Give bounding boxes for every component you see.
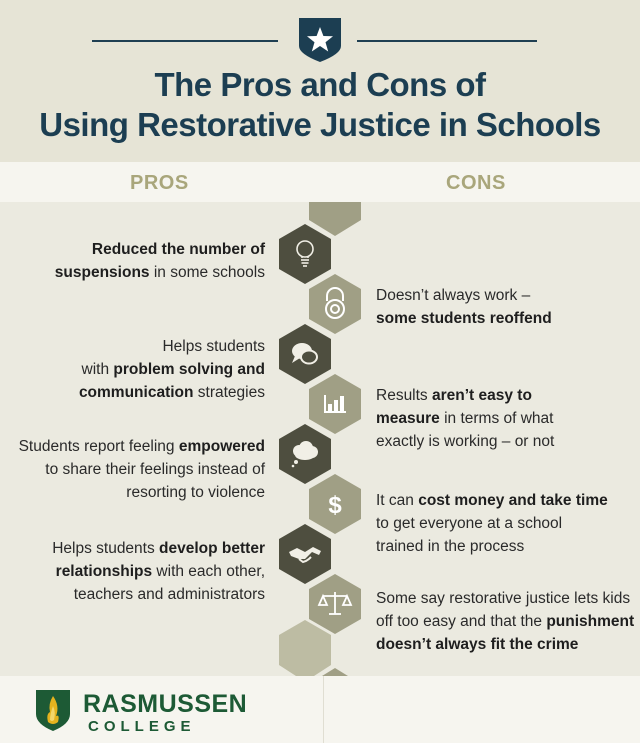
bold-text: suspensions xyxy=(54,264,150,281)
bold-text: communication xyxy=(78,384,194,401)
dollar-icon: $ xyxy=(328,492,342,519)
pros-item xyxy=(19,435,265,504)
item-line xyxy=(376,489,608,512)
item-line xyxy=(376,535,608,558)
brand-subtitle: COLLEGE xyxy=(88,718,196,735)
pros-item xyxy=(52,537,265,606)
text: Doesn’t always work – xyxy=(376,287,531,304)
bold-text: relationships xyxy=(55,563,153,580)
text: off too easy and that the xyxy=(376,613,547,630)
bold-text: punishment xyxy=(546,613,635,630)
text: to get everyone at a school xyxy=(376,515,563,532)
item-line xyxy=(55,238,265,261)
star-shield-icon xyxy=(297,16,343,64)
text: Results xyxy=(376,387,432,404)
pros-heading: PROS xyxy=(130,172,189,194)
item-line xyxy=(376,587,634,610)
item-line xyxy=(52,537,265,560)
item-line xyxy=(376,610,634,633)
cons-item xyxy=(376,384,554,453)
text: Students report feeling xyxy=(18,438,179,455)
brand-name: RASMUSSEN xyxy=(83,690,248,718)
cons-heading: CONS xyxy=(446,172,506,194)
item-line xyxy=(55,261,265,284)
item-line xyxy=(52,583,265,606)
hex-decor-bottom-2 xyxy=(309,668,361,676)
title-rule-left xyxy=(92,40,278,42)
page-title-line-1: The Pros and Cons of xyxy=(154,66,486,103)
bold-text: develop better xyxy=(159,540,265,557)
item-line xyxy=(19,435,265,458)
item-line xyxy=(19,481,265,504)
item-line xyxy=(79,335,265,358)
item-line xyxy=(79,381,265,404)
text: with xyxy=(81,361,114,378)
bold-text: aren’t easy to xyxy=(432,387,532,404)
page-title-line-2: Using Restorative Justice in Schools xyxy=(39,106,601,143)
text: in some schools xyxy=(149,264,265,281)
text: with each other, xyxy=(152,563,265,580)
cons-item xyxy=(376,587,634,656)
text: strategies xyxy=(193,384,265,401)
bold-text: measure xyxy=(376,410,440,427)
bold-text: empowered xyxy=(178,438,265,455)
bold-text: doesn’t always fit the crime xyxy=(376,636,579,653)
item-line xyxy=(376,307,552,330)
item-line xyxy=(19,458,265,481)
item-line xyxy=(376,384,554,407)
text: trained in the process xyxy=(376,538,525,555)
item-line xyxy=(376,512,608,535)
text: Helps students xyxy=(52,540,160,557)
item-line xyxy=(52,560,265,583)
item-line xyxy=(376,430,554,453)
item-line xyxy=(376,407,554,430)
title-rule-right xyxy=(357,40,537,42)
text: It can xyxy=(376,492,419,509)
bold-text: some students reoffend xyxy=(376,310,552,327)
cons-item xyxy=(376,489,608,558)
pros-item xyxy=(79,335,265,404)
text: resorting to violence xyxy=(126,484,265,501)
bold-text: problem solving and xyxy=(113,361,265,378)
item-line xyxy=(376,633,634,656)
text: Some say restorative justice lets kids xyxy=(376,590,631,607)
text: in terms of what xyxy=(439,410,554,427)
cons-item xyxy=(376,284,552,330)
pros-item xyxy=(55,238,265,284)
bold-text: Reduced the number of xyxy=(91,241,265,258)
text: exactly is working – or not xyxy=(376,433,555,450)
text: to share their feelings instead of xyxy=(45,461,265,478)
item-line xyxy=(79,358,265,381)
rasmussen-logo-icon xyxy=(34,688,72,732)
item-line xyxy=(376,284,552,307)
column-header-bar xyxy=(0,162,640,202)
bold-text: cost money and take time xyxy=(418,492,608,509)
text: teachers and administrators xyxy=(73,586,265,603)
text: Helps students xyxy=(162,338,265,355)
